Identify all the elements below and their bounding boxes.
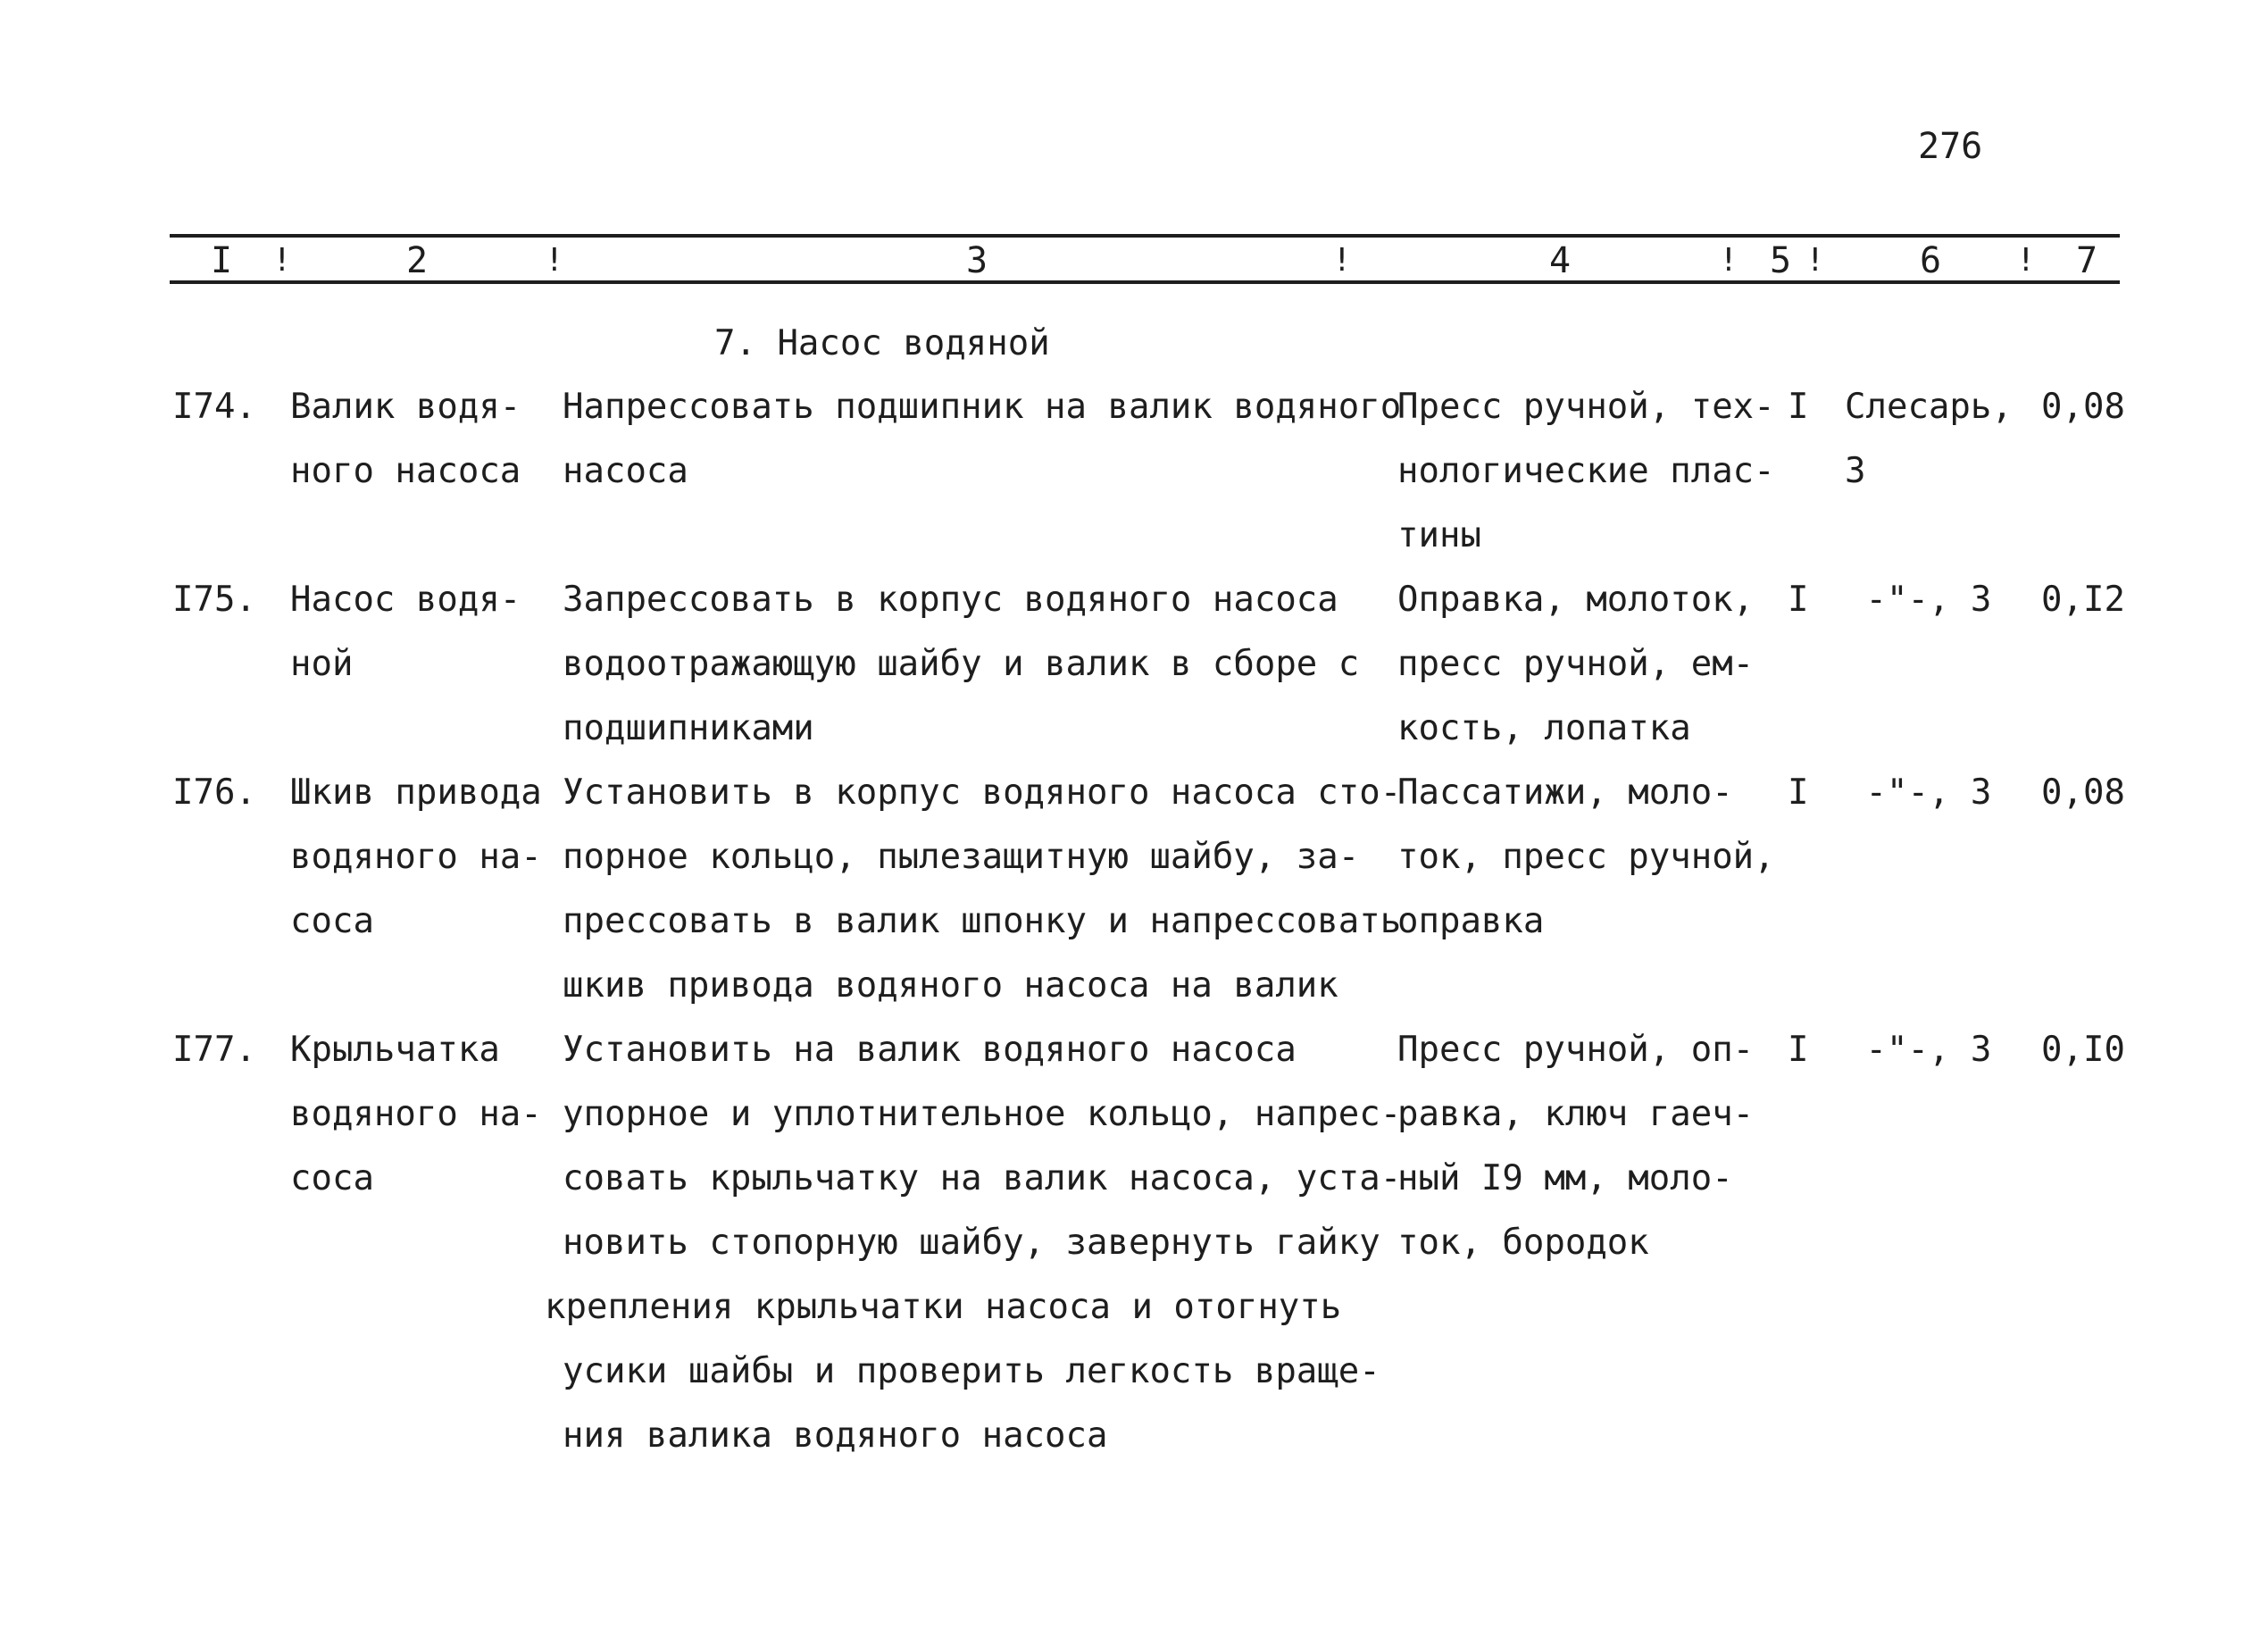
section-title: 7. Насос водяной: [714, 323, 1050, 363]
column-header-2: 2: [406, 240, 429, 281]
worker-grade: -"-, 3: [1845, 580, 1992, 620]
column-separator: !: [1332, 242, 1352, 279]
category-value: I: [1788, 387, 1809, 427]
row-number: I76.: [172, 772, 256, 813]
operation-description: Установить на валик водяного насоса упорное и уплотнительное кольцо, напрес- совать крыльчатку на валик насоса, уста- новить стопорную шайбу, завернуть гайку крепления крыльчатки насоса и отогнуть усики шайбы и проверить легкость враще- ния валика водяного насоса: [545, 1030, 1402, 1456]
part-name: Крыльчатка водяного на- соса: [290, 1030, 542, 1198]
part-name: Валик водя- ного насоса: [290, 387, 521, 491]
operation-description: Установить в корпус водяного насоса сто- порное кольцо, пылезащитную шайбу, за- прессовать в валик шпонку и напрессовать шкив привода водяного насоса на валик: [563, 772, 1402, 1006]
column-separator: !: [545, 242, 564, 279]
row-number: I74.: [172, 387, 256, 427]
row-number: I77.: [172, 1030, 256, 1070]
row-number: I75.: [172, 580, 256, 620]
worker-grade: Слесарь, 3: [1845, 387, 2013, 491]
time-norm: 0,08: [2041, 387, 2125, 427]
column-header-5: 5: [1770, 240, 1792, 281]
column-separator: !: [2016, 242, 2036, 279]
time-norm: 0,08: [2041, 772, 2125, 813]
worker-grade: -"-, 3: [1845, 1030, 1992, 1070]
operation-description: Напрессовать подшипник на валик водяного насоса: [563, 387, 1402, 491]
time-norm: 0,I2: [2041, 580, 2125, 620]
equipment: Пресс ручной, оп- равка, ключ гаеч- ный I9 мм, моло- ток, бородок: [1397, 1030, 1755, 1263]
operation-description: Запрессовать в корпус водяного насоса водоотражающую шайбу и валик в сборе с подшипниками: [563, 580, 1360, 748]
column-header-3: 3: [966, 240, 988, 281]
column-header-4: 4: [1549, 240, 1572, 281]
column-header-7: 7: [2076, 240, 2098, 281]
category-value: I: [1788, 1030, 1809, 1070]
column-separator: !: [1719, 242, 1739, 279]
equipment: Пассатижи, моло- ток, пресс ручной, оправка: [1397, 772, 1775, 941]
part-name: Шкив привода водяного на- соса: [290, 772, 542, 941]
column-separator: !: [272, 242, 292, 279]
header-bottom-rule: [170, 280, 2120, 284]
equipment: Оправка, молоток, пресс ручной, ем- кость, лопатка: [1397, 580, 1755, 748]
part-name: Насос водя- ной: [290, 580, 521, 684]
column-header-6: 6: [1920, 240, 1942, 281]
category-value: I: [1788, 772, 1809, 813]
page-number: 276: [1918, 126, 1983, 167]
column-header-1: I: [211, 240, 233, 281]
column-separator: !: [1805, 242, 1825, 279]
time-norm: 0,I0: [2041, 1030, 2125, 1070]
category-value: I: [1788, 580, 1809, 620]
worker-grade: -"-, 3: [1845, 772, 1992, 813]
equipment: Пресс ручной, тех- нологические плас- тины: [1397, 387, 1775, 555]
header-top-rule: [170, 234, 2120, 238]
